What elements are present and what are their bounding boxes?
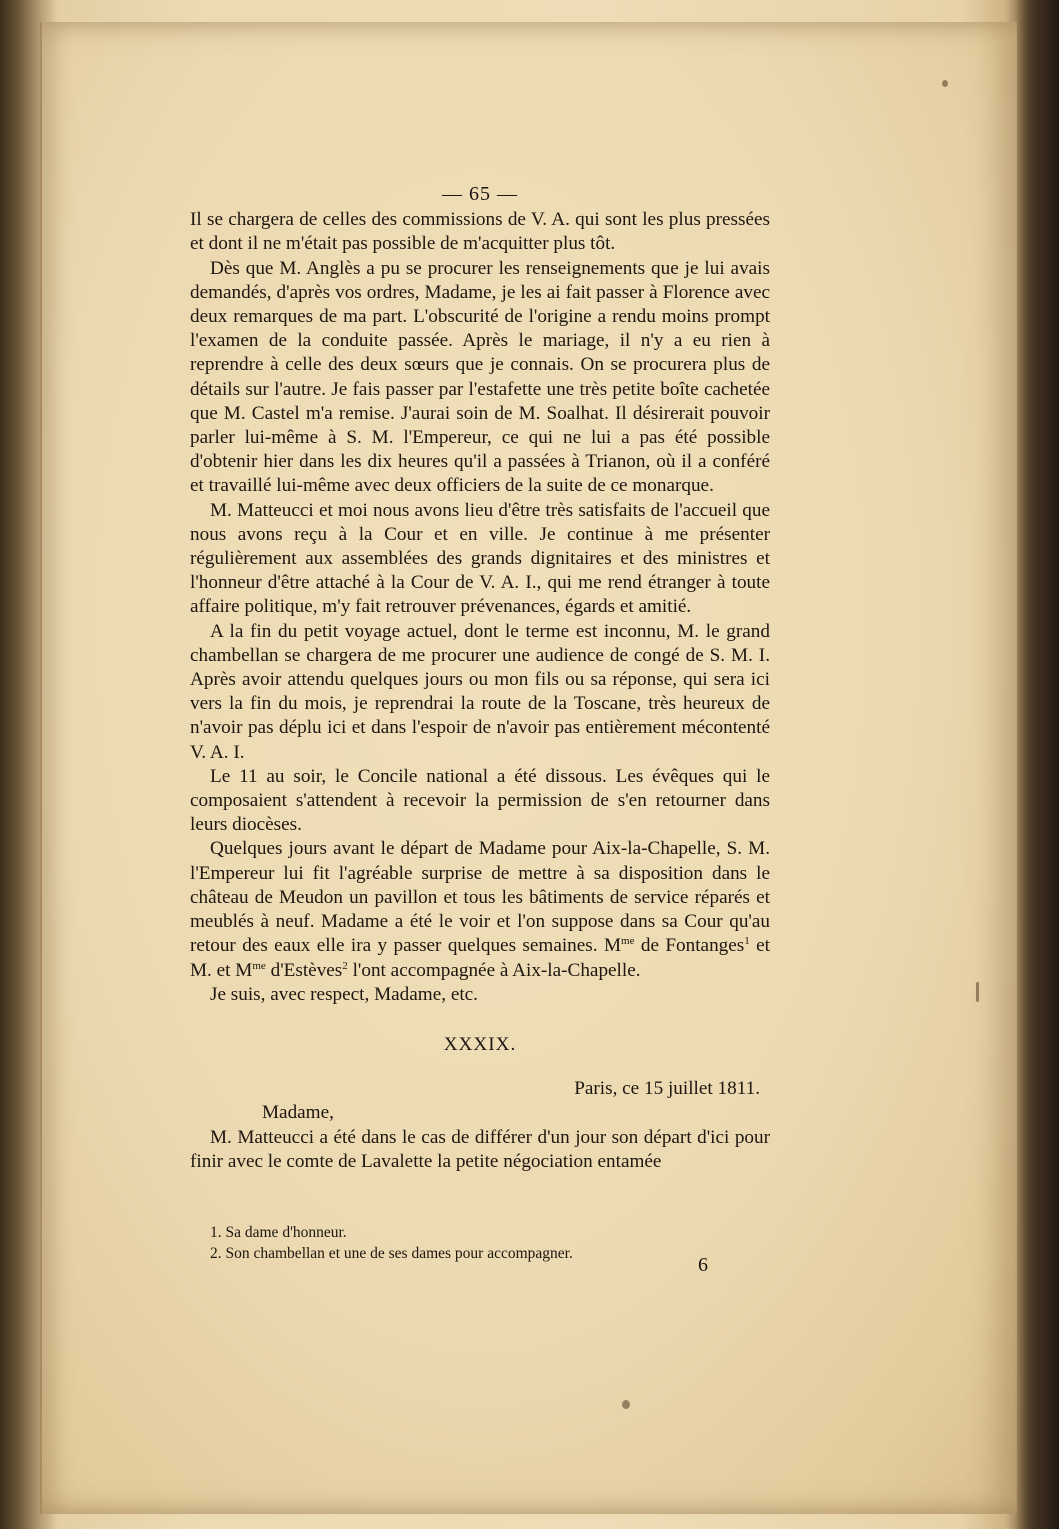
ink-spot	[622, 1400, 630, 1409]
paragraph-6-esteves: d'Estèves	[265, 959, 343, 981]
footnote-ref-1: 1	[744, 935, 750, 948]
paragraph-6-text-before: Quelques jours avant le départ de Madame pour Aix-la-Chapelle, S. M. l'Empereur lui fit l'agréable surprise de mettre à sa disposition dans le château de Meudon un pavillon et tous les bâtiments de service réparés et meublés à neuf. Madame a été le voir et l'on suppose dans sa Cour qu'au retour des eaux elle ira y passer quelques semaines. M	[190, 838, 770, 957]
paragraph-6-middle: et M. et M	[190, 935, 770, 981]
signature-mark: 6	[698, 1254, 708, 1276]
paragraph-1: Il se chargera de celles des commissions de V. A. qui sont les plus pressées et dont il ne m'était pas possible de m'acquitter plus tôt.	[190, 209, 770, 255]
letter-salutation: Madame,	[262, 1102, 334, 1124]
ink-spot	[942, 80, 948, 87]
letter-paragraph-1: M. Matteucci a été dans le cas de différer d'un jour son départ d'ici pour finir avec le comte de Lavalette la petite négociation entamée	[190, 1126, 770, 1172]
paragraph-closing: Je suis, avec respect, Madame, etc.	[210, 983, 478, 1005]
superscript-me-2: me	[252, 959, 266, 972]
letter-dateline: Paris, ce 15 juillet 1811.	[574, 1078, 760, 1100]
paragraph-6-text-after: l'ont accompagnée à Aix-la-Chapelle.	[347, 959, 641, 981]
paragraph-2: Dès que M. Anglès a pu se procurer les renseignements que je lui avais demandés, d'après vos ordres, Madame, je les ai fait passer à Florence avec deux remarques de ma part. L'obscurité de l'origine a rendu moins prompt l'examen de la conduite passée. Après le mariage, il n'y a eu rien à reprendre à celle des deux sœurs que je connais. On se procurera plus de détails sur l'autre. Je fais passer par l'estafette une très petite boîte cachetée que M. Castel m'a remise. J'aurai soin de M. Soalhat. Il désirerait pouvoir parler lui-même à S. M. l'Empereur, ce qui ne lui a pas été possible d'obtenir hier dans les dix heures qu'il a passées à Trianon, où il a conféré et travaillé lui-même avec deux officiers de la suite de ce monarque.	[190, 257, 770, 497]
paragraph-3: M. Matteucci et moi nous avons lieu d'être très satisfaits de l'accueil que nous avons reçu à la Cour et en ville. Je continue à me présenter régulièrement aux assemblées des grands dignitaires et des ministres et l'honneur d'être attaché à la Cour de V. A. I., qui me rend étranger à toute affaire politique, m'y fait retrouver prévenances, égards et amitié.	[190, 499, 770, 618]
footnote-2: 2. Son chambellan et une de ses dames pour accompagner.	[210, 1245, 573, 1262]
paragraph-6-fontanges: de Fontanges	[634, 935, 745, 957]
superscript-me-1: me	[621, 935, 635, 948]
footnotes	[210, 1222, 750, 1264]
ink-spot	[976, 982, 979, 1002]
paragraph-4: A la fin du petit voyage actuel, dont le terme est inconnu, M. le grand chambellan se chargera de me procurer une audience de congé de S. M. I. Après avoir attendu quelques jours ou mon fils ou sa réponse, qui sera ici vers la fin du mois, je reprendrai la route de la Toscane, très heureux de n'avoir pas déplu ici et dans l'espoir de n'avoir pas entièrement mécontenté V. A. I.	[190, 620, 770, 763]
paragraph-6	[190, 837, 770, 982]
letter-heading: XXXIX.	[443, 1033, 517, 1055]
paragraph-5: Le 11 au soir, le Concile national a été dissous. Les évêques qui le composaient s'attendent à recevoir la permission de s'en retourner dans leurs diocèses.	[190, 765, 770, 836]
main-text	[190, 182, 770, 1174]
footnote-ref-2: 2	[342, 959, 348, 972]
page-edge-shadow	[1015, 0, 1059, 1529]
footnote-1: 1. Sa dame d'honneur.	[210, 1224, 347, 1241]
page-number: — 65 —	[442, 183, 518, 205]
